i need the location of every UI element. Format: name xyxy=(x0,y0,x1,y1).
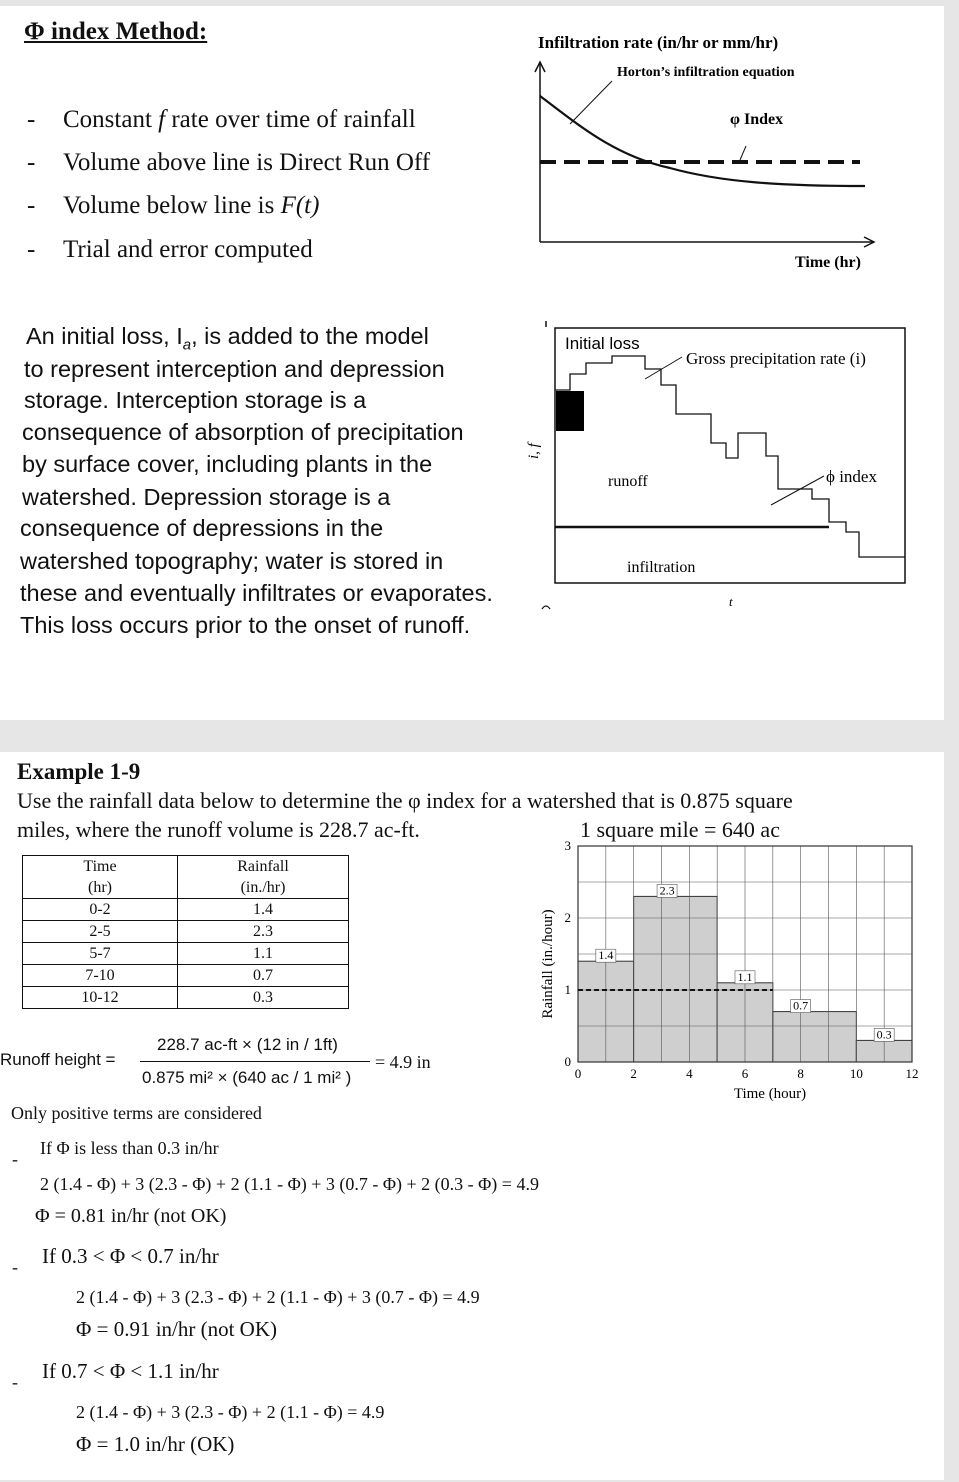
paragraph-line xyxy=(20,609,470,641)
phi-index-label: ϕ index xyxy=(826,467,877,486)
case-equation: 2 (1.4 - Φ) + 3 (2.3 - Φ) + 2 (1.1 - Φ) + 3 (0.7 - Φ) + 2 (0.3 - Φ) = 4.9 xyxy=(40,1174,539,1194)
table-row xyxy=(23,965,349,987)
cell-rainfall: 0.7 xyxy=(178,965,349,987)
table-row xyxy=(23,943,349,965)
gross-precipitation-label: Gross precipitation rate (i) xyxy=(686,349,866,368)
value-label: 0.7 xyxy=(793,998,809,1013)
case-equation: 2 (1.4 - Φ) + 3 (2.3 - Φ) + 2 (1.1 - Φ) + 3 (0.7 - Φ) = 4.9 xyxy=(76,1287,480,1307)
paragraph-line xyxy=(20,512,383,544)
bullet-text: F(t) xyxy=(280,192,320,219)
subscript-a: a xyxy=(182,336,192,354)
case-equation: 2 (1.4 - Φ) + 3 (2.3 - Φ) + 2 (1.1 - Φ) = 4.9 xyxy=(76,1402,385,1422)
fraction-bar xyxy=(140,1061,370,1062)
paragraph-text: This loss occurs prior to the onset of runoff. xyxy=(20,612,471,638)
paragraph-text: , is added to the model xyxy=(191,323,429,349)
rainfall-table xyxy=(22,855,349,1009)
only-positive-note: Only positive terms are considered xyxy=(11,1103,262,1123)
conversion-note: 1 square mile = 640 ac xyxy=(580,817,780,842)
paragraph-line xyxy=(22,416,464,448)
x-tick-label: 4 xyxy=(686,1066,693,1081)
x-tick-label: 12 xyxy=(905,1066,919,1081)
table-row xyxy=(23,921,349,943)
y-tick-label: 2 xyxy=(564,910,571,925)
table-header-row xyxy=(23,856,349,899)
initial-loss-diagram xyxy=(514,311,914,616)
horton-index-pointer xyxy=(740,146,746,160)
bullet-dash: - xyxy=(27,106,36,133)
cell-rainfall: 1.1 xyxy=(178,943,349,965)
cell-time: 2-5 xyxy=(23,921,178,943)
horton-curve-pointer xyxy=(570,81,612,124)
cell-time: 0-2 xyxy=(23,899,178,921)
runoff-denominator: 0.875 mi² × (640 ac / 1 mi² ) xyxy=(142,1068,352,1087)
x-tick-label: 6 xyxy=(741,1066,749,1081)
bullet-dash: - xyxy=(27,192,36,219)
horton-infiltration-chart xyxy=(530,26,890,276)
bullet-text: Constant xyxy=(63,106,159,133)
bullet-item xyxy=(27,236,313,264)
infiltration-label: infiltration xyxy=(627,559,696,576)
bullet-item xyxy=(27,149,431,177)
example-statement-line2: miles, where the runoff volume is 228.7 ac-ft. xyxy=(17,817,420,842)
phi-index-method-panel xyxy=(0,6,944,720)
bullet-text: Volume below line is xyxy=(63,192,281,219)
runoff-label: runoff xyxy=(608,473,648,490)
loss-xlabel: t xyxy=(729,594,733,609)
x-tick-label: 0 xyxy=(574,1066,582,1081)
cell-rainfall: 2.3 xyxy=(178,921,349,943)
x-tick-label: 8 xyxy=(797,1066,804,1081)
loss-axis-bottom-tick xyxy=(542,606,550,609)
paragraph-text: consequence of absorption of precipitation xyxy=(22,419,464,445)
rainfall-hyetograph-chart xyxy=(530,836,930,1126)
example-statement-line1: Use the rainfall data below to determine the φ index for a watershed that is 0.875 square xyxy=(17,788,793,813)
y-tick-label: 1 xyxy=(564,982,571,997)
cell-time: 5-7 xyxy=(23,943,178,965)
bullet-text: f xyxy=(158,106,166,133)
rainfall-bar xyxy=(773,1012,857,1062)
cell-rainfall: 1.4 xyxy=(178,899,349,921)
value-label: 2.3 xyxy=(659,883,675,898)
paragraph-text: watershed. Depression storage is a xyxy=(22,484,391,510)
example-title: Example 1-9 xyxy=(17,759,141,784)
case-bullet: - xyxy=(12,1149,18,1169)
case-condition: If Φ is less than 0.3 in/hr xyxy=(40,1138,219,1158)
initial-loss-block xyxy=(556,391,584,431)
paragraph-text: consequence of depressions in the xyxy=(20,515,384,541)
paragraph-line xyxy=(24,384,366,416)
paragraph-line xyxy=(22,481,390,513)
paragraph-text: An initial loss, I xyxy=(26,323,183,349)
loss-ylabel: i, f xyxy=(526,443,542,459)
cell-time: 7-10 xyxy=(23,965,178,987)
case-result: Φ = 0.81 in/hr (not OK) xyxy=(35,1205,227,1227)
horton-axes xyxy=(535,62,874,247)
cell-time: 10-12 xyxy=(23,987,178,1009)
paragraph-line xyxy=(24,353,445,385)
bullet-text: rate over time of rainfall xyxy=(165,106,416,133)
y-tick-label: 0 xyxy=(564,1054,571,1069)
runoff-numerator: 228.7 ac-ft × (12 in / 1ft) xyxy=(157,1035,338,1054)
x-tick-label: 10 xyxy=(849,1066,863,1081)
y-tick-label: 3 xyxy=(564,838,571,853)
case-result: Φ = 1.0 in/hr (OK) xyxy=(76,1432,235,1456)
paragraph-text: storage. Interception storage is a xyxy=(24,387,367,413)
bullet-dash: - xyxy=(27,149,36,176)
paragraph-line xyxy=(20,545,443,577)
table-row xyxy=(23,987,349,1009)
horton-ylabel: Infiltration rate (in/hr or mm/hr) xyxy=(538,33,779,52)
case-bullet: - xyxy=(12,1257,18,1277)
table-row xyxy=(23,899,349,921)
value-label: 0.3 xyxy=(876,1027,892,1042)
initial-loss-label: Initial loss xyxy=(565,334,640,353)
bullet-text: Trial and error computed xyxy=(63,236,313,263)
paragraph-text: to represent interception and depression xyxy=(24,356,445,382)
case-bullet: - xyxy=(12,1372,18,1392)
paragraph-line xyxy=(22,448,432,480)
bullet-dash: - xyxy=(27,236,36,263)
case-result: Φ = 0.91 in/hr (not OK) xyxy=(76,1317,278,1341)
paragraph-text: by surface cover, including plants in the xyxy=(22,451,433,477)
header-time: Time (hr) xyxy=(23,856,178,899)
case-condition: If 0.3 < Φ < 0.7 in/hr xyxy=(42,1244,219,1268)
runoff-height-label: Runoff height = xyxy=(0,1050,116,1069)
horton-decay-curve xyxy=(540,96,865,186)
horton-index-label: φ Index xyxy=(730,111,784,128)
header-rainfall: Rainfall (in./hr) xyxy=(178,856,349,899)
value-label: 1.4 xyxy=(598,948,614,963)
horton-curve-label: Horton’s infiltration equation xyxy=(617,65,795,80)
x-axis-label: Time (hour) xyxy=(733,1086,807,1102)
cell-rainfall: 0.3 xyxy=(178,987,349,1009)
phi-pointer xyxy=(771,476,824,505)
horton-xlabel: Time (hr) xyxy=(795,254,861,271)
gross-pointer xyxy=(645,357,682,379)
paragraph-text: these and eventually infiltrates or evaporates. xyxy=(20,580,493,606)
runoff-result: = 4.9 in xyxy=(375,1052,431,1072)
rainfall-bar xyxy=(634,896,717,1062)
bullet-text: Volume above line is Direct Run Off xyxy=(63,149,431,176)
paragraph-line xyxy=(20,577,493,609)
paragraph-text: watershed topography; water is stored in xyxy=(20,548,444,574)
x-tick-label: 2 xyxy=(630,1066,637,1081)
example-panel xyxy=(0,752,944,1480)
bullet-item xyxy=(27,106,416,134)
case-condition: If 0.7 < Φ < 1.1 in/hr xyxy=(42,1359,219,1383)
section-title: Φ index Method: xyxy=(24,18,208,45)
y-axis-label: Rainfall (in./hour) xyxy=(540,909,556,1019)
bullet-item xyxy=(27,192,320,220)
value-label: 1.1 xyxy=(737,969,753,984)
